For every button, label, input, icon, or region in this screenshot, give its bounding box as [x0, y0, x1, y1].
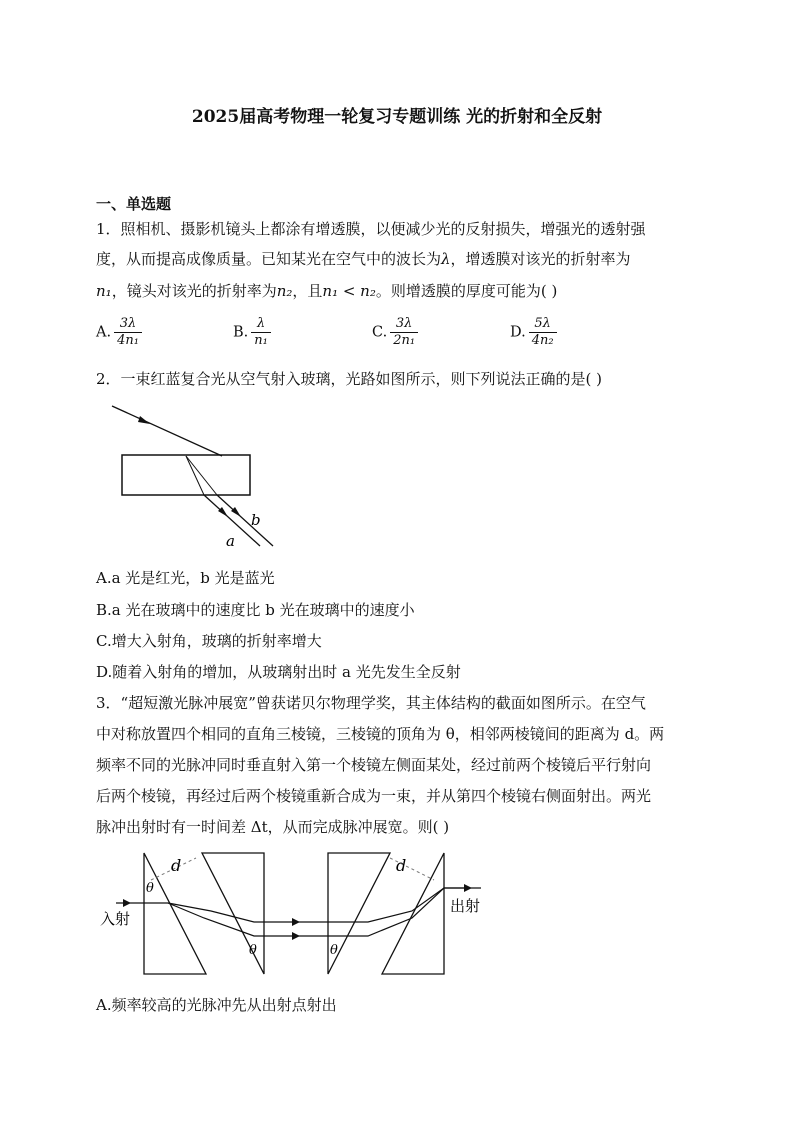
q1-line-1: 1．照相机、摄影机镜头上都涂有增透膜，以便减少光的反射损失，增强光的透射强: [96, 220, 646, 238]
theta-2: θ: [249, 943, 257, 958]
q1-option-a[interactable]: A. $\frac{3\lambda}{\text{4n₁}}$: [96, 316, 142, 349]
page-title: 2025届高考物理一轮复习专题训练 光的折射和全反射: [191, 107, 603, 127]
q2-option-a[interactable]: A.a 光是红光，b 光是蓝光: [96, 569, 275, 587]
q3-line-4: 后两个棱镜，再经过后两个棱镜重新合成为一束，并从第四个棱镜右侧面射出。两光: [96, 787, 652, 805]
q1-option-d[interactable]: D. $\frac{5\lambda}{\text{4n₂}}$: [510, 316, 557, 349]
theta-1: θ: [146, 881, 154, 896]
q3-line-3: 频率不同的光脉冲同时垂直射入第一个棱镜左侧面某处，经过前两个棱镜后平行射向: [96, 756, 652, 774]
incident-arrow: [123, 899, 131, 907]
theta-3: θ: [330, 943, 338, 958]
incident-ray: [112, 406, 222, 456]
q3-option-a[interactable]: A.频率较高的光脉冲先从出射点射出: [96, 996, 337, 1014]
label-out: 出射: [450, 897, 481, 915]
q3-line-1: 3．“超短激光脉冲展宽”曾获诺贝尔物理学奖，其主体结构的截面如图所示。在空气: [96, 694, 646, 712]
prism-4: [382, 853, 444, 974]
label-a: a: [226, 532, 235, 550]
section-heading: 一、单选题: [96, 195, 172, 213]
q2-option-b[interactable]: B.a 光在玻璃中的速度比 b 光在玻璃中的速度小: [96, 601, 415, 619]
q3-line-5: 脉冲出射时有一时间差 Δt，从而完成脉冲展宽。则( ): [96, 818, 450, 836]
incident-arrow: [138, 416, 150, 424]
q1-line-3: n₁，镜头对该光的折射率为n₂，且n₁ < n₂。则增透膜的厚度可能为( ): [96, 282, 558, 300]
q1-option-c[interactable]: C. $\frac{3\lambda}{\text{2n₁}}$: [372, 316, 418, 349]
ray-lower: [168, 888, 444, 936]
q1-line-2: 度，从而提高成像质量。已知某光在空气中的波长为λ，增透膜对该光的折射率为: [96, 250, 631, 268]
q2-option-d[interactable]: D.随着入射角的增加，从玻璃射出时 a 光先发生全反射: [96, 663, 461, 681]
label-d-2: d: [396, 856, 407, 875]
label-d-1: d: [171, 856, 182, 875]
q2-stem: 2．一束红蓝复合光从空气射入玻璃，光路如图所示，则下列说法正确的是( ): [96, 370, 603, 388]
exit-arrow: [464, 884, 472, 892]
arrow-lower-mid: [292, 932, 300, 940]
glass-block: [122, 455, 250, 495]
q2-figure: [100, 398, 300, 558]
q1-option-b[interactable]: B. $\frac{\lambda}{\text{n₁}}$: [233, 316, 271, 349]
ray-upper: [168, 888, 466, 922]
label-in: 入射: [100, 910, 131, 928]
q2-option-c[interactable]: C.增大入射角，玻璃的折射率增大: [96, 632, 322, 650]
q3-line-2: 中对称放置四个相同的直角三棱镜，三棱镜的顶角为 θ，相邻两棱镜间的距离为 d。两: [96, 725, 665, 743]
arrow-upper-mid: [292, 918, 300, 926]
label-b: b: [251, 511, 261, 529]
q3-figure: [96, 848, 516, 988]
